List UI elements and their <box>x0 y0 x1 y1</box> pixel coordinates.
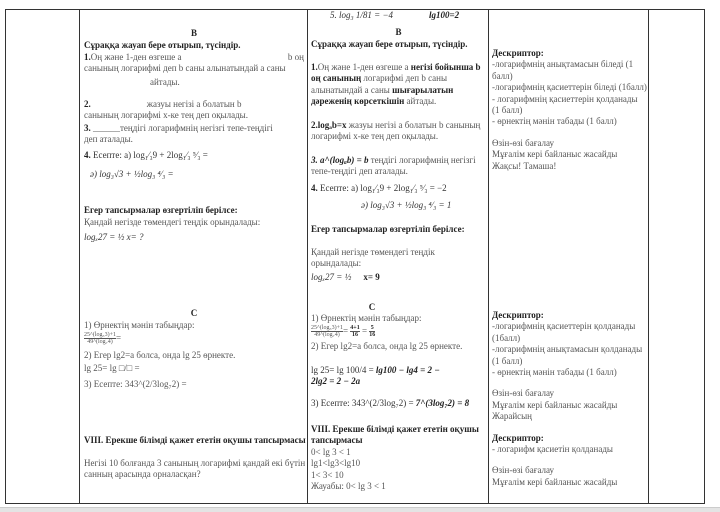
q-text: санының логарифмі х-ке тең деп оқылады. <box>84 110 248 121</box>
question-2-answer <box>311 120 483 143</box>
descriptor-item: -логарифмнің анықтамасын біледі (1 балл) <box>492 59 634 81</box>
answer-line: 1< 3< 10 <box>311 469 344 480</box>
viii-heading: VIII. Ерекше білімді қажет ететін оқушы тапсырмасы <box>84 435 306 445</box>
descriptor-item: -логарифмнің қасиеттерін қолданады (1балл) <box>492 321 636 343</box>
numerator: 4+1 <box>350 325 360 331</box>
c-task-1: 1) Өрнектің мәнін табыңдар: <box>84 320 195 330</box>
descriptor-block-2 <box>492 310 647 488</box>
numerator: 25^(log₅3)+1 <box>84 332 116 338</box>
q-text: санының логарифмі деп b саны алынатындай а саны <box>84 63 286 74</box>
c-task-1-answer: $\frac{\text{25\textasciicircum{}(log₅3)+1}}{\text{49\textasciicircum{}(log₇4)}}$ = $\frac{4+1}{16}$ = $\frac{5}{16}$ <box>311 325 376 338</box>
level-c-label: C <box>368 302 376 312</box>
math-expression: 3) Есепте: 343^(2/3log₇2) = <box>311 398 414 408</box>
q-text: теңдігі логарифмнің негізгі тепе-теңдігі деп аталады. <box>311 155 476 177</box>
q-num: 4. <box>311 183 318 193</box>
answer-line: 0< lg 3 < 1 <box>311 447 351 457</box>
evaluation-line: Өзін-өзі бағалау <box>492 465 555 476</box>
descriptor-title: Дескриптор: <box>492 432 544 443</box>
q-num: 1. <box>311 62 318 72</box>
descriptor-block-1 <box>492 48 647 172</box>
q-text: Оң және 1-ден өзгеше а <box>317 62 409 72</box>
math-expression: 5. log₃ 1/81 = −4 <box>330 10 394 20</box>
q-text: айтады. <box>150 76 180 87</box>
q-text: логарифмі деп b саны алынатындай а саны <box>311 73 448 95</box>
alt-equation: logₓ27 = ½ x= ? <box>84 232 144 242</box>
answer-line: Жауабы: 0< lg 3 < 1 <box>311 481 386 492</box>
alt-question: Қандай негізде төмендегі теңдік орындалады: <box>84 217 261 227</box>
level-b-label: B <box>190 28 197 38</box>
q5-answer <box>330 10 459 21</box>
column-divider <box>648 9 649 504</box>
q-text: ______теңдігі логарифмнің негізгі тепе-теңдігі <box>93 123 273 133</box>
c-task-3: 3) Есепте: 343^(2/3log₇2) = <box>84 379 187 389</box>
q-answer: негізі бойынша b оң санының <box>311 62 481 84</box>
math-expression: lg100 − lg4 = 2 − <box>375 365 440 375</box>
page-bottom-edge <box>0 507 720 512</box>
q-answer: шығарылатын дәреженің көрсеткішін <box>311 84 454 107</box>
evaluation-line: Өзін-өзі бағалау <box>492 388 555 399</box>
answer-line: lg1<lg3<lg10 <box>311 458 361 469</box>
evaluation-line: Өзін-өзі бағалау <box>492 137 555 148</box>
numerator: 25^(log₅3)+1 <box>311 325 343 331</box>
question-1-answer <box>311 62 485 108</box>
answer: x= 9 <box>363 272 380 282</box>
math-expression: lg 25= lg 100/4 = <box>311 365 374 375</box>
q-text: Есепте: <box>93 150 122 160</box>
alt-heading: Егер тапсырмалар өзгертіліп берілсе: <box>311 224 465 234</box>
descriptor-item: -логарифмнің қасиеттерін біледі (1балл) <box>492 82 647 93</box>
fraction <box>311 325 343 338</box>
c-task-1: 1) Өрнектің мәнін табыңдар: <box>311 313 422 323</box>
math-expression: lg100=2 <box>429 10 460 20</box>
evaluation-line: Мұғалім кері байланыс жасайды <box>492 399 618 410</box>
question-3-answer <box>311 155 483 178</box>
denominator: 16 <box>369 332 376 338</box>
viii-answer <box>311 447 483 493</box>
descriptor-item: -логарифмнің анықтамасын қолданады (1 балл) <box>492 344 643 366</box>
q-text: b оң <box>287 52 304 62</box>
descriptor-title: Дескриптор: <box>492 48 544 58</box>
alt-heading: Егер тапсырмалар өзгертіліп берілсе: <box>84 205 238 215</box>
evaluation-line: Мұғалім кері байланыс жасайды <box>492 476 618 487</box>
math-expression: ә) log₃√3 + ½log₃ ⁴⁄₃ = 1 <box>361 200 452 211</box>
q-num: 2. <box>84 99 91 109</box>
level-c-label: C <box>190 308 198 318</box>
evaluation-line: Жақсы! Тамаша! <box>492 160 557 171</box>
q-answer: 2.logₐb=x <box>311 120 347 130</box>
math-expression: logₓ27 = ½ <box>311 272 352 282</box>
c-task-3-answer <box>311 398 469 409</box>
viii-heading: VIII. Ерекше білімді қажет ететін оқушы тапсырмасы <box>311 424 479 446</box>
level-b-label: B <box>395 27 402 37</box>
q-num: 1. <box>84 52 91 62</box>
section-heading: Сұраққа жауап бере отырып, түсіндір. <box>84 40 241 50</box>
question-2 <box>84 99 304 122</box>
evaluation-line: Мұғалім кері байланыс жасайды <box>492 149 618 160</box>
descriptor-item: - логарифмнің қасиеттерін қолданады (1 балл) <box>492 93 638 116</box>
numerator: 5 <box>370 325 374 331</box>
fraction <box>369 325 375 338</box>
denominator: 16 <box>352 332 358 338</box>
q-text: айтады. <box>406 96 437 107</box>
c-task-2: 2) Егер lg2=a болса, онда lg 25 өрнекте. <box>311 341 463 351</box>
math-expression: 2lg2 = 2 − 2a <box>311 376 361 387</box>
descriptor-title: Дескриптор: <box>492 310 544 320</box>
q-text: Оң және 1-ден өзгеше а <box>90 52 182 62</box>
q-num: 4. <box>84 150 91 160</box>
evaluation-line: Жарайсың <box>492 411 533 422</box>
descriptor-item: - өрнектің мәнін табады (1 балл) <box>492 367 617 378</box>
q-answer: 3. a^(logₐb) = b <box>311 155 369 165</box>
q-text: жазуы негізі а болатын b санының логарифмі х-ке тең деп оқылады. <box>311 120 481 142</box>
descriptor-item: - өрнектің мәнін табады (1 балл) <box>492 116 617 127</box>
column-divider <box>307 9 308 504</box>
q-num: 3. <box>84 123 91 133</box>
q-text: деп аталады. <box>84 134 133 145</box>
descriptor-item: - логарифм қасиетін қолданады <box>492 444 613 455</box>
math-expression: а) log₁⁄₃9 + 2log₁⁄₃ ⁵⁄₃ = <box>124 150 208 160</box>
answer: 7^(3log₇2) = 8 <box>415 398 470 408</box>
c-task-1-fraction <box>84 332 121 345</box>
viii-question: Негізі 10 болғанда 3 санының логарифмі қандай екі бүтін санның арасында орналасқан? <box>84 458 306 480</box>
question-4 <box>84 150 304 181</box>
equals: = <box>115 332 122 343</box>
fraction <box>84 332 116 345</box>
column-divider <box>79 9 80 504</box>
c-task-2-answer <box>311 365 486 388</box>
alt-equation <box>311 272 380 283</box>
question-4-answer <box>311 183 486 212</box>
q-text: жазуы негізі а болатын b <box>146 99 242 109</box>
section-heading: Сұраққа жауап бере отырып, түсіндір. <box>311 39 468 49</box>
math-expression: ә) log₃√3 + ½log₃ ⁴⁄₃ = <box>90 169 174 180</box>
q-text: Есепте: <box>320 183 349 193</box>
c-task-2: 2) Егер lg2=a болса, онда lg 25 өрнекте. <box>84 350 236 360</box>
column-divider <box>488 9 489 504</box>
question-1 <box>84 52 304 88</box>
c-task-2-eq: lg 25= lg □/□ = <box>84 363 140 373</box>
alt-question: Қандай негізде төмендегі теңдік орындалады: <box>311 247 435 269</box>
question-3 <box>84 123 306 146</box>
denominator: 49^(log₇4) <box>314 332 340 338</box>
denominator: 49^(log₇4) <box>87 339 113 345</box>
math-expression: а) log₁⁄₃9 + 2log₁⁄₃ ⁵⁄₃ = −2 <box>351 183 447 193</box>
fraction <box>350 325 359 338</box>
